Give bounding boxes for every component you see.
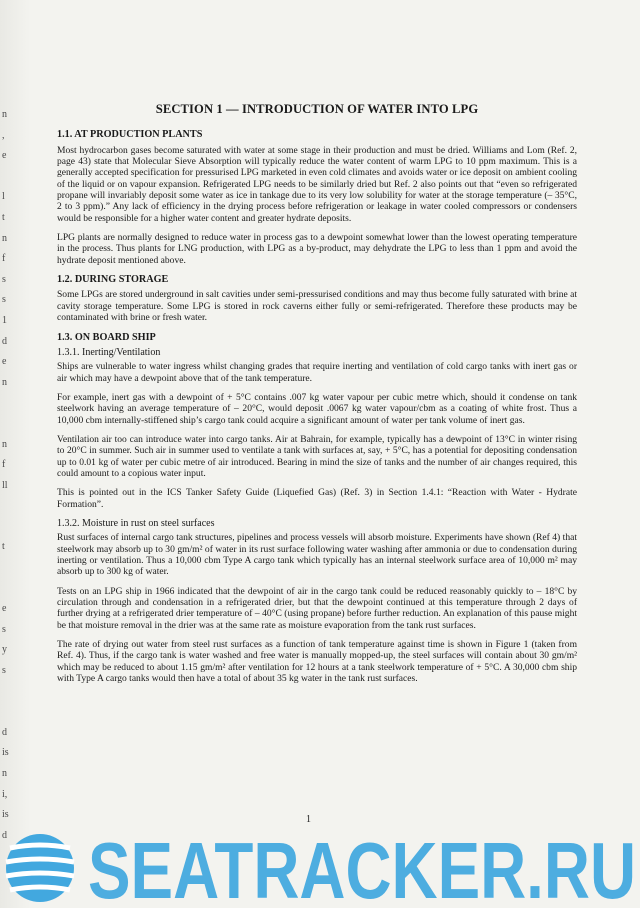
bleed-letter	[2, 419, 12, 429]
bleed-letter: s	[2, 294, 6, 306]
bleed-letter: e	[2, 150, 7, 162]
paragraph: LPG plants are normally designed to reduce water in process gas to a dewpoint somewhat lower than the lowest operating temperature in the process. Thus plants for LNG production, with LPG as a by-product, may dehydrate the LPG to less than 1 ppm and avoid the hydrate deposit mentioned above.	[57, 232, 577, 266]
bleed-letter	[2, 687, 12, 697]
bleed-letter: d	[2, 726, 7, 738]
bleed-through-margin	[2, 110, 12, 841]
bleed-letter: 1	[2, 314, 7, 326]
bleed-letter: f	[2, 253, 6, 265]
bleed-letter: d	[2, 829, 7, 841]
bleed-letter: t	[2, 211, 5, 223]
section-1-1	[57, 129, 577, 266]
section-1-3	[57, 332, 577, 685]
bleed-letter: f	[2, 459, 6, 471]
bleed-letter	[2, 707, 12, 717]
section-title: SECTION 1 — INTRODUCTION OF WATER INTO LPG	[155, 102, 479, 116]
bleed-letter: ll	[2, 479, 8, 491]
page-number: 1	[306, 814, 311, 825]
bleed-letter	[2, 398, 12, 408]
paragraph: Some LPGs are stored underground in salt cavities under semi-pressurised conditions and may thus become fully saturated with brine at cavity storage temperature. Some LPG is stored in rock caverns either fully or semi-refrigerated. Therefore these products may be contaminated with brine or fresh water.	[57, 289, 577, 324]
paragraph: Tests on an LPG ship in 1966 indicated that the dewpoint of air in the cargo tank could be reduced reasonably quickly to – 18°C by circulation through and condensation in a refrigerated drier, but that the dewpoint continued at this temperature through 2 days of further drying at a refrigerated drier temperature of – 40°C (using propane) before further reduction. An explanation of this pause might be that moisture removal in the drier was at the same rate as moisture evaporation from the tank rust surfaces.	[57, 585, 577, 631]
bleed-letter: d	[2, 335, 7, 347]
bleed-letter: s	[2, 665, 6, 677]
bleed-letter	[2, 522, 12, 532]
bleed-letter	[2, 501, 12, 511]
bleed-letter: s	[2, 273, 6, 285]
bleed-letter: s	[2, 623, 6, 635]
watermark	[0, 808, 640, 908]
section-heading: 1.2. DURING STORAGE	[57, 274, 169, 286]
document-page	[57, 104, 577, 692]
bleed-letter: is	[2, 747, 9, 759]
bleed-letter: n	[2, 232, 7, 244]
bleed-letter: l	[2, 191, 5, 203]
section-heading: 1.1. AT PRODUCTION PLANTS	[57, 129, 203, 141]
bleed-letter: y	[2, 644, 7, 656]
paragraph: This is pointed out in the ICS Tanker Safety Guide (Liquefied Gas) (Ref. 3) in Section 1.4.1: “Reaction with Water - Hydrate Formation”.	[57, 487, 577, 510]
bleed-letter	[2, 584, 12, 594]
bleed-letter	[2, 563, 12, 573]
bleed-letter: e	[2, 603, 7, 615]
paragraph: Rust surfaces of internal cargo tank structures, pipelines and process vessels will absorb moisture. Experiments have shown (Ref 4) that steelwork may absorb up to 30 gm/m² of water in its rust surface following water washing after ammonia or due to condensation during inerting or ventilation. Thus a 10,000 cbm Type A cargo tank which typically has an internal steelwork surface area of 10,000 m² may absorb up to 300 kg of water.	[57, 532, 577, 578]
subsection-1-3-2	[57, 518, 577, 684]
globe-logo-icon	[6, 834, 74, 902]
paragraph: Ventilation air too can introduce water into cargo tanks. Air at Bahrain, for example, typically has a dewpoint of 13°C in winter rising to 20°C in summer. Such air in summer used to ventilate a tank with surfaces at, say, + 5°C, has a potential for depositing condensation up to 0.01 kg of water per cubic metre of air introduced. Bearing in mind the size of tanks and the number of air changes required, this could amount to a copious water input.	[57, 433, 577, 479]
bleed-letter: e	[2, 356, 7, 368]
section-1-2	[57, 274, 577, 323]
bleed-letter: t	[2, 541, 5, 553]
paragraph: Ships are vulnerable to water ingress whilst changing grades that require inerting and ventilation of cold cargo tanks with inert gas or air which may have a dewpoint above that of the tank temperature.	[57, 361, 577, 384]
bleed-letter: ,	[2, 129, 5, 141]
bleed-letter: is	[2, 809, 9, 821]
bleed-letter: n	[2, 768, 7, 779]
bleed-letter: n	[2, 109, 7, 120]
paragraph: The rate of drying out water from steel rust surfaces as a function of tank temperature against time is shown in Figure 1 (taken from Ref. 4). Thus, if the cargo tank is water washed and free water is manually mopped-up, the steel surfaces will contain about 30 gm/m² which may be reduced to about 1.15 gm/m² after ventilation for 12 hours at a tank steelwork temperature of + 5°C. A 30,000 cbm ship with Type A cargo tanks would then have a total of about 35 kg water in the tank rust surfaces.	[57, 639, 577, 685]
section-heading: 1.3. ON BOARD SHIP	[57, 331, 156, 343]
watermark-text: SEATRACKER.RU	[88, 826, 636, 908]
bleed-letter	[2, 172, 12, 182]
paragraph: Most hydrocarbon gases become saturated with water at some stage in their production and must be dried. Williams and Lom (Ref. 2, page 43) state that Molecular Sieve Absorption will typically reduce the water content of warm LPG to 10 ppm maximum. This is a generally accepted specification for pressurised LPG marketed in even cold climates and avoids water or ice deposit on ambient cooling of the liquid or on vapour expansion. Refrigerated LPG needs to be similarly dried but Ref. 2 also points out that “even so refrigerated propane will invariably deposit some water as ice in tankage due to its very low solubility for water at the storage temperature (– 35°C, 2 to 3 ppm).” Any lack of efficiency in the drying process before refrigeration or leakage in water cooled compressors or condensers would be responsible for a higher water content and greater hydrate deposits.	[57, 144, 577, 224]
bleed-letter: n	[2, 376, 7, 388]
paragraph: For example, inert gas with a dewpoint of + 5°C contains .007 kg water vapour per cubic metre which, should it condense on tank steelwork having an average temperature of – 20°C, would deposit .0067 kg water vapour/cbm as a coating of white frost. Thus a 10,000 cbm internally-stiffened ship’s cargo tank could acquire a significant amount of water per tank volume of inert gas.	[57, 391, 577, 426]
bleed-letter: n	[2, 438, 7, 450]
bleed-letter: i,	[2, 788, 8, 800]
subsection-heading: 1.3.2. Moisture in rust on steel surfaces	[57, 517, 215, 529]
subsection-1-3-1	[57, 347, 577, 510]
subsection-heading: 1.3.1. Inerting/Ventilation	[57, 346, 161, 358]
